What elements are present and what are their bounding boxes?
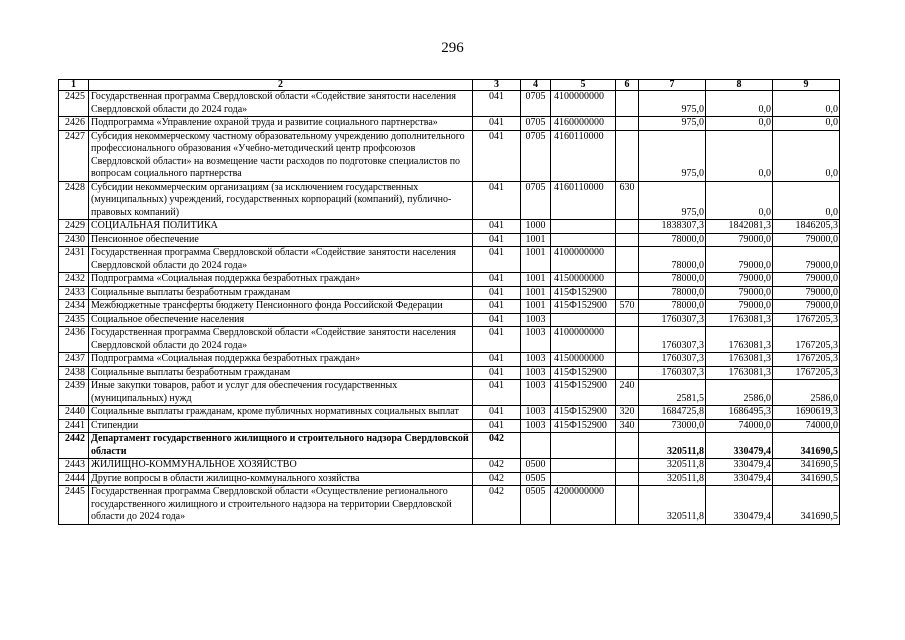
row-expense-type	[616, 353, 639, 367]
row-amount-2022: 2581,5	[639, 380, 706, 406]
row-ved: 041	[473, 91, 521, 117]
row-target-code	[551, 472, 616, 486]
row-amount-2022: 320511,8	[639, 433, 706, 459]
row-number: 2433	[59, 286, 89, 300]
row-amount-2023: 79000,0	[706, 247, 773, 273]
row-ved: 042	[473, 459, 521, 473]
row-target-code: 4200000000	[551, 486, 616, 525]
row-expense-type	[616, 220, 639, 234]
row-expense-type	[616, 233, 639, 247]
row-expense-type	[616, 247, 639, 273]
table-row	[59, 91, 840, 117]
row-section: 0500	[521, 459, 551, 473]
row-amount-2023: 74000,0	[706, 419, 773, 433]
row-ved: 041	[473, 233, 521, 247]
row-amount-2023: 0,0	[706, 91, 773, 117]
row-amount-2023: 330479,4	[706, 433, 773, 459]
row-section: 1001	[521, 286, 551, 300]
row-amount-2023: 0,0	[706, 130, 773, 181]
row-name: Департамент государственного жилищного и строительного надзора Свердловской области	[89, 433, 473, 459]
row-number: 2442	[59, 433, 89, 459]
row-name: Подпрограмма «Социальная поддержка безработных граждан»	[89, 273, 473, 287]
row-section: 1001	[521, 273, 551, 287]
budget-table	[58, 79, 840, 525]
row-name: Другие вопросы в области жилищно-коммунального хозяйства	[89, 472, 473, 486]
table-row	[59, 130, 840, 181]
row-amount-2023: 1842081,3	[706, 220, 773, 234]
row-expense-type	[616, 286, 639, 300]
row-amount-2024: 341690,5	[773, 433, 840, 459]
row-amount-2023: 2586,0	[706, 380, 773, 406]
row-number: 2436	[59, 327, 89, 353]
row-name: Межбюджетные трансферты бюджету Пенсионного фонда Российской Федерации	[89, 300, 473, 314]
row-amount-2023: 330479,4	[706, 472, 773, 486]
row-target-code: 415Ф152900	[551, 406, 616, 420]
table-row	[59, 366, 840, 380]
row-ved: 041	[473, 247, 521, 273]
row-target-code: 4100000000	[551, 247, 616, 273]
row-expense-type	[616, 91, 639, 117]
row-amount-2023: 1763081,3	[706, 366, 773, 380]
table-row	[59, 353, 840, 367]
row-number: 2440	[59, 406, 89, 420]
row-target-code	[551, 233, 616, 247]
row-amount-2024: 79000,0	[773, 273, 840, 287]
row-expense-type	[616, 472, 639, 486]
row-expense-type: 320	[616, 406, 639, 420]
row-number: 2437	[59, 353, 89, 367]
table-row	[59, 472, 840, 486]
table-header-row	[59, 80, 840, 91]
row-number: 2430	[59, 233, 89, 247]
row-target-code: 4160110000	[551, 130, 616, 181]
row-ved: 041	[473, 130, 521, 181]
row-ved: 041	[473, 327, 521, 353]
row-target-code	[551, 220, 616, 234]
row-name: Субсидия некоммерческому частному образовательному учреждению дополнительного профессионального образования «Учебно-методический центр профсоюзов Свердловской области» на возмещение части расходов по подготовке специалистов по вопросам социального партнерства	[89, 130, 473, 181]
table-row	[59, 419, 840, 433]
row-number: 2434	[59, 300, 89, 314]
row-expense-type	[616, 327, 639, 353]
row-target-code: 4100000000	[551, 91, 616, 117]
row-section: 0705	[521, 181, 551, 220]
row-number: 2441	[59, 419, 89, 433]
row-ved: 041	[473, 313, 521, 327]
table-row	[59, 273, 840, 287]
row-number: 2429	[59, 220, 89, 234]
row-amount-2023: 79000,0	[706, 300, 773, 314]
row-section: 1003	[521, 419, 551, 433]
row-section: 1001	[521, 233, 551, 247]
row-amount-2022: 1760307,3	[639, 327, 706, 353]
col-header: 2	[89, 80, 473, 91]
row-name: Подпрограмма «Социальная поддержка безработных граждан»	[89, 353, 473, 367]
row-name: Государственная программа Свердловской области «Содействие занятости населения Свердловской области до 2024 года»	[89, 91, 473, 117]
row-name: Подпрограмма «Управление охраной труда и развитие социального партнерства»	[89, 117, 473, 131]
row-target-code: 415Ф152900	[551, 419, 616, 433]
row-ved: 041	[473, 366, 521, 380]
row-amount-2024: 1846205,3	[773, 220, 840, 234]
row-ved: 041	[473, 406, 521, 420]
row-target-code: 4150000000	[551, 273, 616, 287]
row-target-code: 4150000000	[551, 353, 616, 367]
row-section: 1003	[521, 366, 551, 380]
row-ved: 041	[473, 220, 521, 234]
table-row	[59, 181, 840, 220]
row-section: 1003	[521, 327, 551, 353]
row-section: 1000	[521, 220, 551, 234]
row-section: 1003	[521, 313, 551, 327]
row-expense-type	[616, 273, 639, 287]
row-amount-2022: 320511,8	[639, 459, 706, 473]
row-number: 2426	[59, 117, 89, 131]
row-amount-2023: 1763081,3	[706, 313, 773, 327]
row-number: 2432	[59, 273, 89, 287]
row-number: 2445	[59, 486, 89, 525]
col-header: 8	[706, 80, 773, 91]
row-ved: 041	[473, 273, 521, 287]
row-amount-2024: 0,0	[773, 91, 840, 117]
row-amount-2022: 1760307,3	[639, 366, 706, 380]
row-expense-type	[616, 366, 639, 380]
row-amount-2022: 1760307,3	[639, 313, 706, 327]
table-row	[59, 327, 840, 353]
row-expense-type	[616, 459, 639, 473]
row-amount-2024: 1767205,3	[773, 327, 840, 353]
table-row	[59, 247, 840, 273]
row-expense-type: 340	[616, 419, 639, 433]
row-ved: 041	[473, 117, 521, 131]
row-section: 1003	[521, 380, 551, 406]
row-section: 0705	[521, 117, 551, 131]
row-target-code: 415Ф152900	[551, 366, 616, 380]
row-amount-2024: 74000,0	[773, 419, 840, 433]
row-amount-2022: 975,0	[639, 130, 706, 181]
row-amount-2023: 330479,4	[706, 459, 773, 473]
row-number: 2435	[59, 313, 89, 327]
row-expense-type	[616, 433, 639, 459]
row-section: 1001	[521, 247, 551, 273]
row-name: Государственная программа Свердловской области «Осуществление регионального государственного жилищного и строительного надзора на территории Свердловской области до 2024 года»	[89, 486, 473, 525]
row-number: 2425	[59, 91, 89, 117]
col-header: 1	[59, 80, 89, 91]
row-expense-type	[616, 486, 639, 525]
col-header: 7	[639, 80, 706, 91]
row-name: Иные закупки товаров, работ и услуг для обеспечения государственных (муниципальных) нужд	[89, 380, 473, 406]
col-header: 3	[473, 80, 521, 91]
col-header: 4	[521, 80, 551, 91]
col-header: 6	[616, 80, 639, 91]
row-expense-type: 630	[616, 181, 639, 220]
row-section: 1001	[521, 300, 551, 314]
page-number: 296	[441, 40, 464, 56]
row-amount-2023: 1686495,3	[706, 406, 773, 420]
table-row	[59, 300, 840, 314]
row-ved: 042	[473, 486, 521, 525]
row-amount-2023: 1763081,3	[706, 353, 773, 367]
row-amount-2022: 975,0	[639, 181, 706, 220]
table-row	[59, 486, 840, 525]
row-amount-2023: 1763081,3	[706, 327, 773, 353]
row-name: ЖИЛИЩНО-КОММУНАЛЬНОЕ ХОЗЯЙСТВО	[89, 459, 473, 473]
row-expense-type	[616, 117, 639, 131]
row-name: Государственная программа Свердловской области «Содействие занятости населения Свердловской области до 2024 года»	[89, 327, 473, 353]
row-amount-2022: 1760307,3	[639, 353, 706, 367]
row-name: Субсидии некоммерческим организациям (за исключением государственных (муниципальных) учреждений, государственных корпораций (компаний), публично-правовых компаний)	[89, 181, 473, 220]
row-amount-2022: 975,0	[639, 91, 706, 117]
row-name: СОЦИАЛЬНАЯ ПОЛИТИКА	[89, 220, 473, 234]
row-amount-2024: 1767205,3	[773, 353, 840, 367]
row-amount-2022: 78000,0	[639, 273, 706, 287]
table-row	[59, 220, 840, 234]
row-amount-2024: 341690,5	[773, 459, 840, 473]
row-section: 0505	[521, 472, 551, 486]
row-amount-2023: 79000,0	[706, 273, 773, 287]
row-ved: 042	[473, 433, 521, 459]
table-row	[59, 233, 840, 247]
row-target-code: 4160000000	[551, 117, 616, 131]
row-target-code	[551, 313, 616, 327]
row-ved: 041	[473, 300, 521, 314]
row-number: 2443	[59, 459, 89, 473]
row-amount-2022: 78000,0	[639, 286, 706, 300]
row-number: 2439	[59, 380, 89, 406]
row-name: Социальное обеспечение населения	[89, 313, 473, 327]
table-body	[59, 91, 840, 525]
row-amount-2024: 1767205,3	[773, 366, 840, 380]
row-amount-2022: 320511,8	[639, 486, 706, 525]
table-row	[59, 117, 840, 131]
row-ved: 041	[473, 181, 521, 220]
row-amount-2022: 975,0	[639, 117, 706, 131]
col-header: 5	[551, 80, 616, 91]
row-target-code	[551, 433, 616, 459]
row-target-code: 4100000000	[551, 327, 616, 353]
row-amount-2022: 320511,8	[639, 472, 706, 486]
row-section	[521, 433, 551, 459]
row-expense-type	[616, 313, 639, 327]
row-ved: 041	[473, 286, 521, 300]
row-target-code	[551, 459, 616, 473]
row-ved: 042	[473, 472, 521, 486]
row-target-code: 415Ф152900	[551, 380, 616, 406]
row-number: 2438	[59, 366, 89, 380]
row-section: 0705	[521, 91, 551, 117]
table-row	[59, 286, 840, 300]
row-name: Государственная программа Свердловской области «Содействие занятости населения Свердловской области до 2024 года»	[89, 247, 473, 273]
table-row	[59, 459, 840, 473]
row-target-code: 415Ф152900	[551, 300, 616, 314]
row-name: Пенсионное обеспечение	[89, 233, 473, 247]
row-amount-2024: 0,0	[773, 130, 840, 181]
table-row	[59, 406, 840, 420]
col-header: 9	[773, 80, 840, 91]
row-section: 1003	[521, 406, 551, 420]
row-amount-2024: 0,0	[773, 117, 840, 131]
row-name: Социальные выплаты безработным гражданам	[89, 286, 473, 300]
row-section: 0705	[521, 130, 551, 181]
row-amount-2024: 341690,5	[773, 486, 840, 525]
row-number: 2427	[59, 130, 89, 181]
row-amount-2022: 78000,0	[639, 247, 706, 273]
row-name: Социальные выплаты гражданам, кроме публичных нормативных социальных выплат	[89, 406, 473, 420]
row-amount-2022: 1838307,3	[639, 220, 706, 234]
row-amount-2022: 73000,0	[639, 419, 706, 433]
row-ved: 041	[473, 380, 521, 406]
table-row	[59, 433, 840, 459]
row-amount-2023: 0,0	[706, 117, 773, 131]
row-section: 0505	[521, 486, 551, 525]
row-number: 2431	[59, 247, 89, 273]
row-amount-2022: 78000,0	[639, 300, 706, 314]
row-expense-type: 570	[616, 300, 639, 314]
row-amount-2024: 0,0	[773, 181, 840, 220]
row-ved: 041	[473, 419, 521, 433]
row-amount-2024: 1690619,3	[773, 406, 840, 420]
row-name: Стипендии	[89, 419, 473, 433]
row-amount-2023: 330479,4	[706, 486, 773, 525]
row-amount-2023: 0,0	[706, 181, 773, 220]
row-amount-2022: 1684725,8	[639, 406, 706, 420]
row-target-code: 4160110000	[551, 181, 616, 220]
row-amount-2024: 79000,0	[773, 247, 840, 273]
row-amount-2022: 78000,0	[639, 233, 706, 247]
row-number: 2428	[59, 181, 89, 220]
row-number: 2444	[59, 472, 89, 486]
table-row	[59, 313, 840, 327]
row-amount-2024: 2586,0	[773, 380, 840, 406]
row-ved: 041	[473, 353, 521, 367]
row-amount-2024: 79000,0	[773, 286, 840, 300]
table-row	[59, 380, 840, 406]
row-expense-type	[616, 130, 639, 181]
row-amount-2024: 79000,0	[773, 300, 840, 314]
row-amount-2024: 1767205,3	[773, 313, 840, 327]
row-amount-2023: 79000,0	[706, 233, 773, 247]
row-amount-2024: 79000,0	[773, 233, 840, 247]
row-amount-2023: 79000,0	[706, 286, 773, 300]
row-name: Социальные выплаты безработным гражданам	[89, 366, 473, 380]
row-target-code: 415Ф152900	[551, 286, 616, 300]
row-expense-type: 240	[616, 380, 639, 406]
row-amount-2024: 341690,5	[773, 472, 840, 486]
row-section: 1003	[521, 353, 551, 367]
